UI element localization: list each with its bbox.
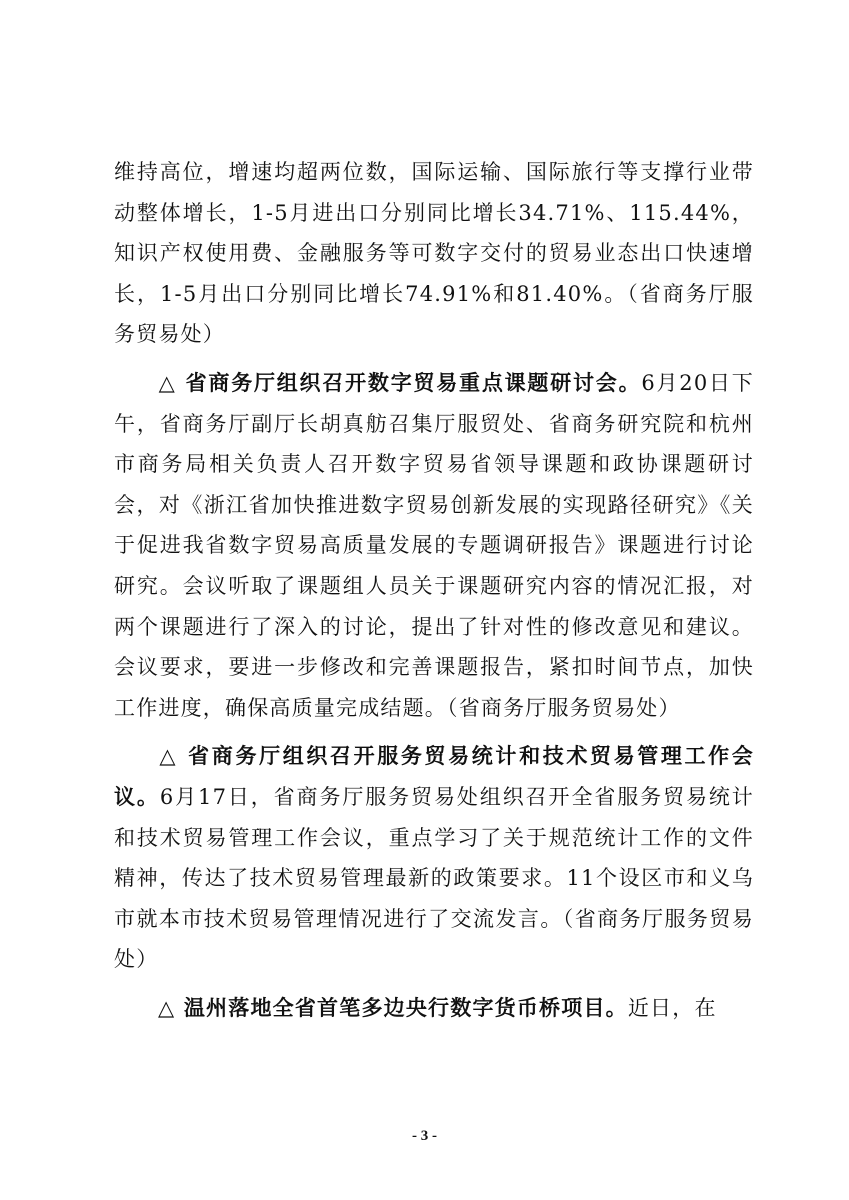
document-page: [114, 152, 754, 1036]
paragraph-statistics-meeting: [114, 736, 754, 980]
paragraph-digital-trade-seminar: [114, 363, 754, 728]
paragraph-text: 6月17日，省商务厅服务贸易处组织召开全省服务贸易统计和技术贸易管理工作会议，重点学习了关于规范统计工作的文件精神，传达了技术贸易管理最新的政策要求。11个设区市和义乌市就本市技术贸易管理情况进行了交流发言。（省商务厅服务贸易处）: [114, 784, 755, 972]
paragraph-text: 近日，在: [627, 995, 717, 1020]
paragraph-heading: △ 省商务厅组织召开服务贸易统计和技术贸易管理工作会议。: [114, 743, 754, 809]
paragraph-text: 维持高位，增速均超两位数，国际运输、国际旅行等支撑行业带动整体增长，1-5月进出口分别同比增长34.71%、115.44%，知识产权使用费、金融服务等可数字交付的贸易业态出口快速增长，1-5月出口分别同比增长74.91%和81.40%。（省商务厅服务贸易处）: [114, 160, 754, 347]
paragraph-text: 6月20日下午，省商务厅副厅长胡真舫召集厅服贸处、省商务研究院和杭州市商务局相关负责人召开数字贸易省领导课题和政协课题研讨会，对《浙江省加快推进数字贸易创新发展的实现路径研究》《关于促进我省数字贸易高质量发展的专题调研报告》课题进行讨论研究。会议听取了课题组人员关于课题研究内容的情况汇报，对两个课题进行了深入的讨论，提出了针对性的修改意见和建议。会议要求，要进一步修改和完善课题报告，紧扣时间节点，加快工作进度，确保高质量完成结题。（省商务厅服务贸易处）: [114, 370, 754, 720]
paragraph-wenzhou-mbridge: [114, 988, 754, 1029]
page-number: - 3 -: [412, 1128, 437, 1144]
paragraph-heading: △ 省商务厅组织召开数字贸易重点课题研讨会。: [158, 369, 642, 395]
paragraph-service-trade-growth: [114, 152, 754, 355]
paragraph-heading: △ 温州落地全省首笔多边央行数字货币桥项目。: [158, 994, 628, 1020]
